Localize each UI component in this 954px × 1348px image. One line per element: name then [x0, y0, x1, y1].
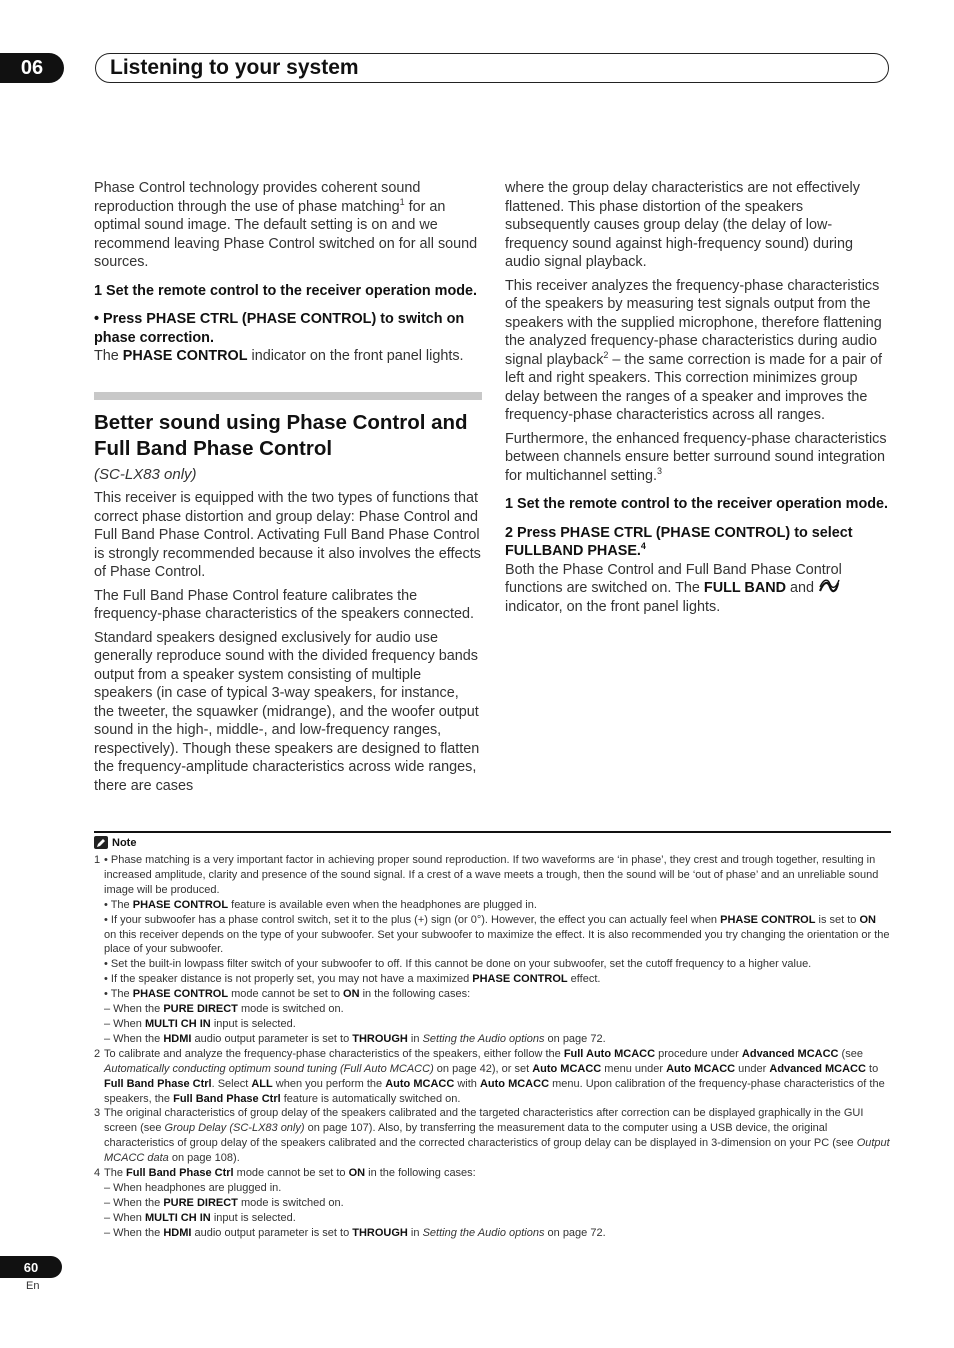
indicator-text: The PHASE CONTROL indicator on the front panel lights. — [94, 348, 464, 364]
left-column — [94, 179, 482, 800]
page-number: 60 — [0, 1256, 62, 1278]
right-column — [505, 179, 891, 621]
body-paragraph: This receiver analyzes the frequency-phase characteristics of the speakers by measuring test signals output from the speakers with the supplied microphone, therefore flattening the analyzed frequency-phase characteristics during audio signal playback$^2$ – the same correction is made for a pair of left and right speakers. This correction minimizes group delay between the ranges of a speaker and improves the frequency-phase characteristics across all ranges. — [505, 277, 882, 423]
body-paragraph: Furthermore, the enhanced frequency-phase characteristics between channels ensure better surround sound integration for multichannel setting.$^3$ — [505, 430, 887, 484]
page-language: En — [26, 1280, 40, 1292]
footnote-4: 4 The Full Band Phase Ctrl mode cannot be set to ON in the following cases: – When headphones are plugged in. – When the PURE DIRECT mode is switched on. – When MULTI CH IN input is selected. – When the HDMI audio output parameter is set to THROUGH in Setting the Audio options on page 72. — [94, 1167, 606, 1239]
body-paragraph: Standard speakers designed exclusively for audio use generally reproduce sound with the divided frequency bands output from a speaker system consisting of multiple speakers (in case of typical 3-way speakers, for instance, the tweeter, the squawker (midrange), and the woofer output sound in the high-, middle-, and low-frequency ranges, respectively). Though these speakers are designed to flatten the frequency-amplitude characteristics across wide ranges, there are cases — [94, 629, 480, 794]
result-text: Both the Phase Control and Full Band Phase Control functions are switched on. The FULL BAND and indicator, on the front panel lights. — [505, 561, 842, 615]
intro-paragraph: Phase Control technology provides coherent sound reproduction through the use of phase matching$^1$ for an optimal sound image. The default setting is on and we recommend leaving Phase Control switched on for all sound sources. — [94, 180, 478, 270]
step-remote-mode: 1 Set the remote control to the receiver operation mode. — [94, 282, 478, 299]
footnote-1: 1 • Phase matching is a very important factor in achieving proper sound reproduction. If two waveforms are ‘in phase’, they crest and trough together, resulting in increased amplitude, clarity and presence of the sound signal. If a crest of a wave meets a trough, then the sound will be ‘out of phase’ and an unreliable sound image will be produced. • The PHASE CONTROL feature is available even when the headphones are plugged in. • If your subwoofer has a phase control switch, set it to the plus (+) sign (or 0°). However, the effect you can actually feel when PHASE CONTROL is set to ON on this receiver depends on the type of your subwoofer. Set your subwoofer to maximize the effect. It is also recommended you try changing the orientation or the place of your subwoofer. • Set the built-in lowpass filter switch of your subwoofer to off. If this cannot be done on your subwoofer, set the cutoff frequency to a higher value. • If the speaker distance is not properly set, you may not have a maximized PHASE CONTROL effect. • The PHASE CONTROL mode cannot be set to ON in the following cases: – When the PURE DIRECT mode is switched on. – When MULTI CH IN input is selected. – When the HDMI audio output parameter is set to THROUGH in Setting the Audio options on page 72. — [94, 854, 890, 1045]
pencil-note-icon — [94, 836, 108, 849]
body-paragraph: The Full Band Phase Control feature calibrates the frequency-phase characteristics of the speakers connected. — [94, 587, 474, 622]
body-paragraph: where the group delay characteristics are not effectively flattened. This phase distortion of the speakers subsequently causes group delay (the delay of low-frequency sound against high-frequency sound) during audio signal playback. — [505, 180, 860, 270]
note-heading: Note — [94, 836, 891, 849]
footnote-2: 2 To calibrate and analyze the frequency-phase characteristics of the speakers, either follow the Full Auto MCACC procedure under Advanced MCACC (see Automatically conducting optimum sound tuning (Full Auto MCACC) on page 42), or set Auto MCACC menu under Auto MCACC under Advanced MCACC to Full Band Phase Ctrl. Select ALL when you perform the Auto MCACC with Auto MCACC menu. Upon calibration of the frequency-phase characteristics of the speakers, the Full Band Phase Ctrl feature is automatically switched on. — [94, 1047, 885, 1105]
footnote-3: 3 The original characteristics of group delay of the speakers calibrated and the targeted characteristics after correction can be displayed graphically in the GUI screen (see Group Delay (SC-LX83 only) on page 107). Also, by transferring the measurement data to the computer using a USB device, the original characteristics of group delay of the speakers calibrated and the corrected characteristics of group delay can be displayed in 3-dimension on your PC (see Output MCACC data on page 108). — [94, 1107, 890, 1165]
chapter-title: Listening to your system — [95, 53, 889, 83]
step-fullband: 2 Press PHASE CTRL (PHASE CONTROL) to select FULLBAND PHASE.$^4$ — [505, 524, 853, 559]
model-note: (SC-LX83 only) — [94, 465, 197, 483]
phase-control-indicator-icon — [818, 579, 840, 595]
section-divider — [94, 392, 482, 400]
section-title: Better sound using Phase Control and Full Band Phase Control — [94, 410, 468, 460]
step-remote-mode: 1 Set the remote control to the receiver operation mode. — [505, 496, 889, 512]
notes-section — [94, 831, 891, 1241]
chapter-number: 06 — [0, 53, 64, 83]
step-phase-ctrl: • Press PHASE CTRL (PHASE CONTROL) to switch on phase correction. — [94, 311, 465, 346]
body-paragraph: This receiver is equipped with the two types of functions that correct phase distortion and group delay: Phase Control and Full Band Phase Control. Activating Full Band Phase Control is strongly recommended because it also involves the effects of Phase Control. — [94, 490, 481, 580]
